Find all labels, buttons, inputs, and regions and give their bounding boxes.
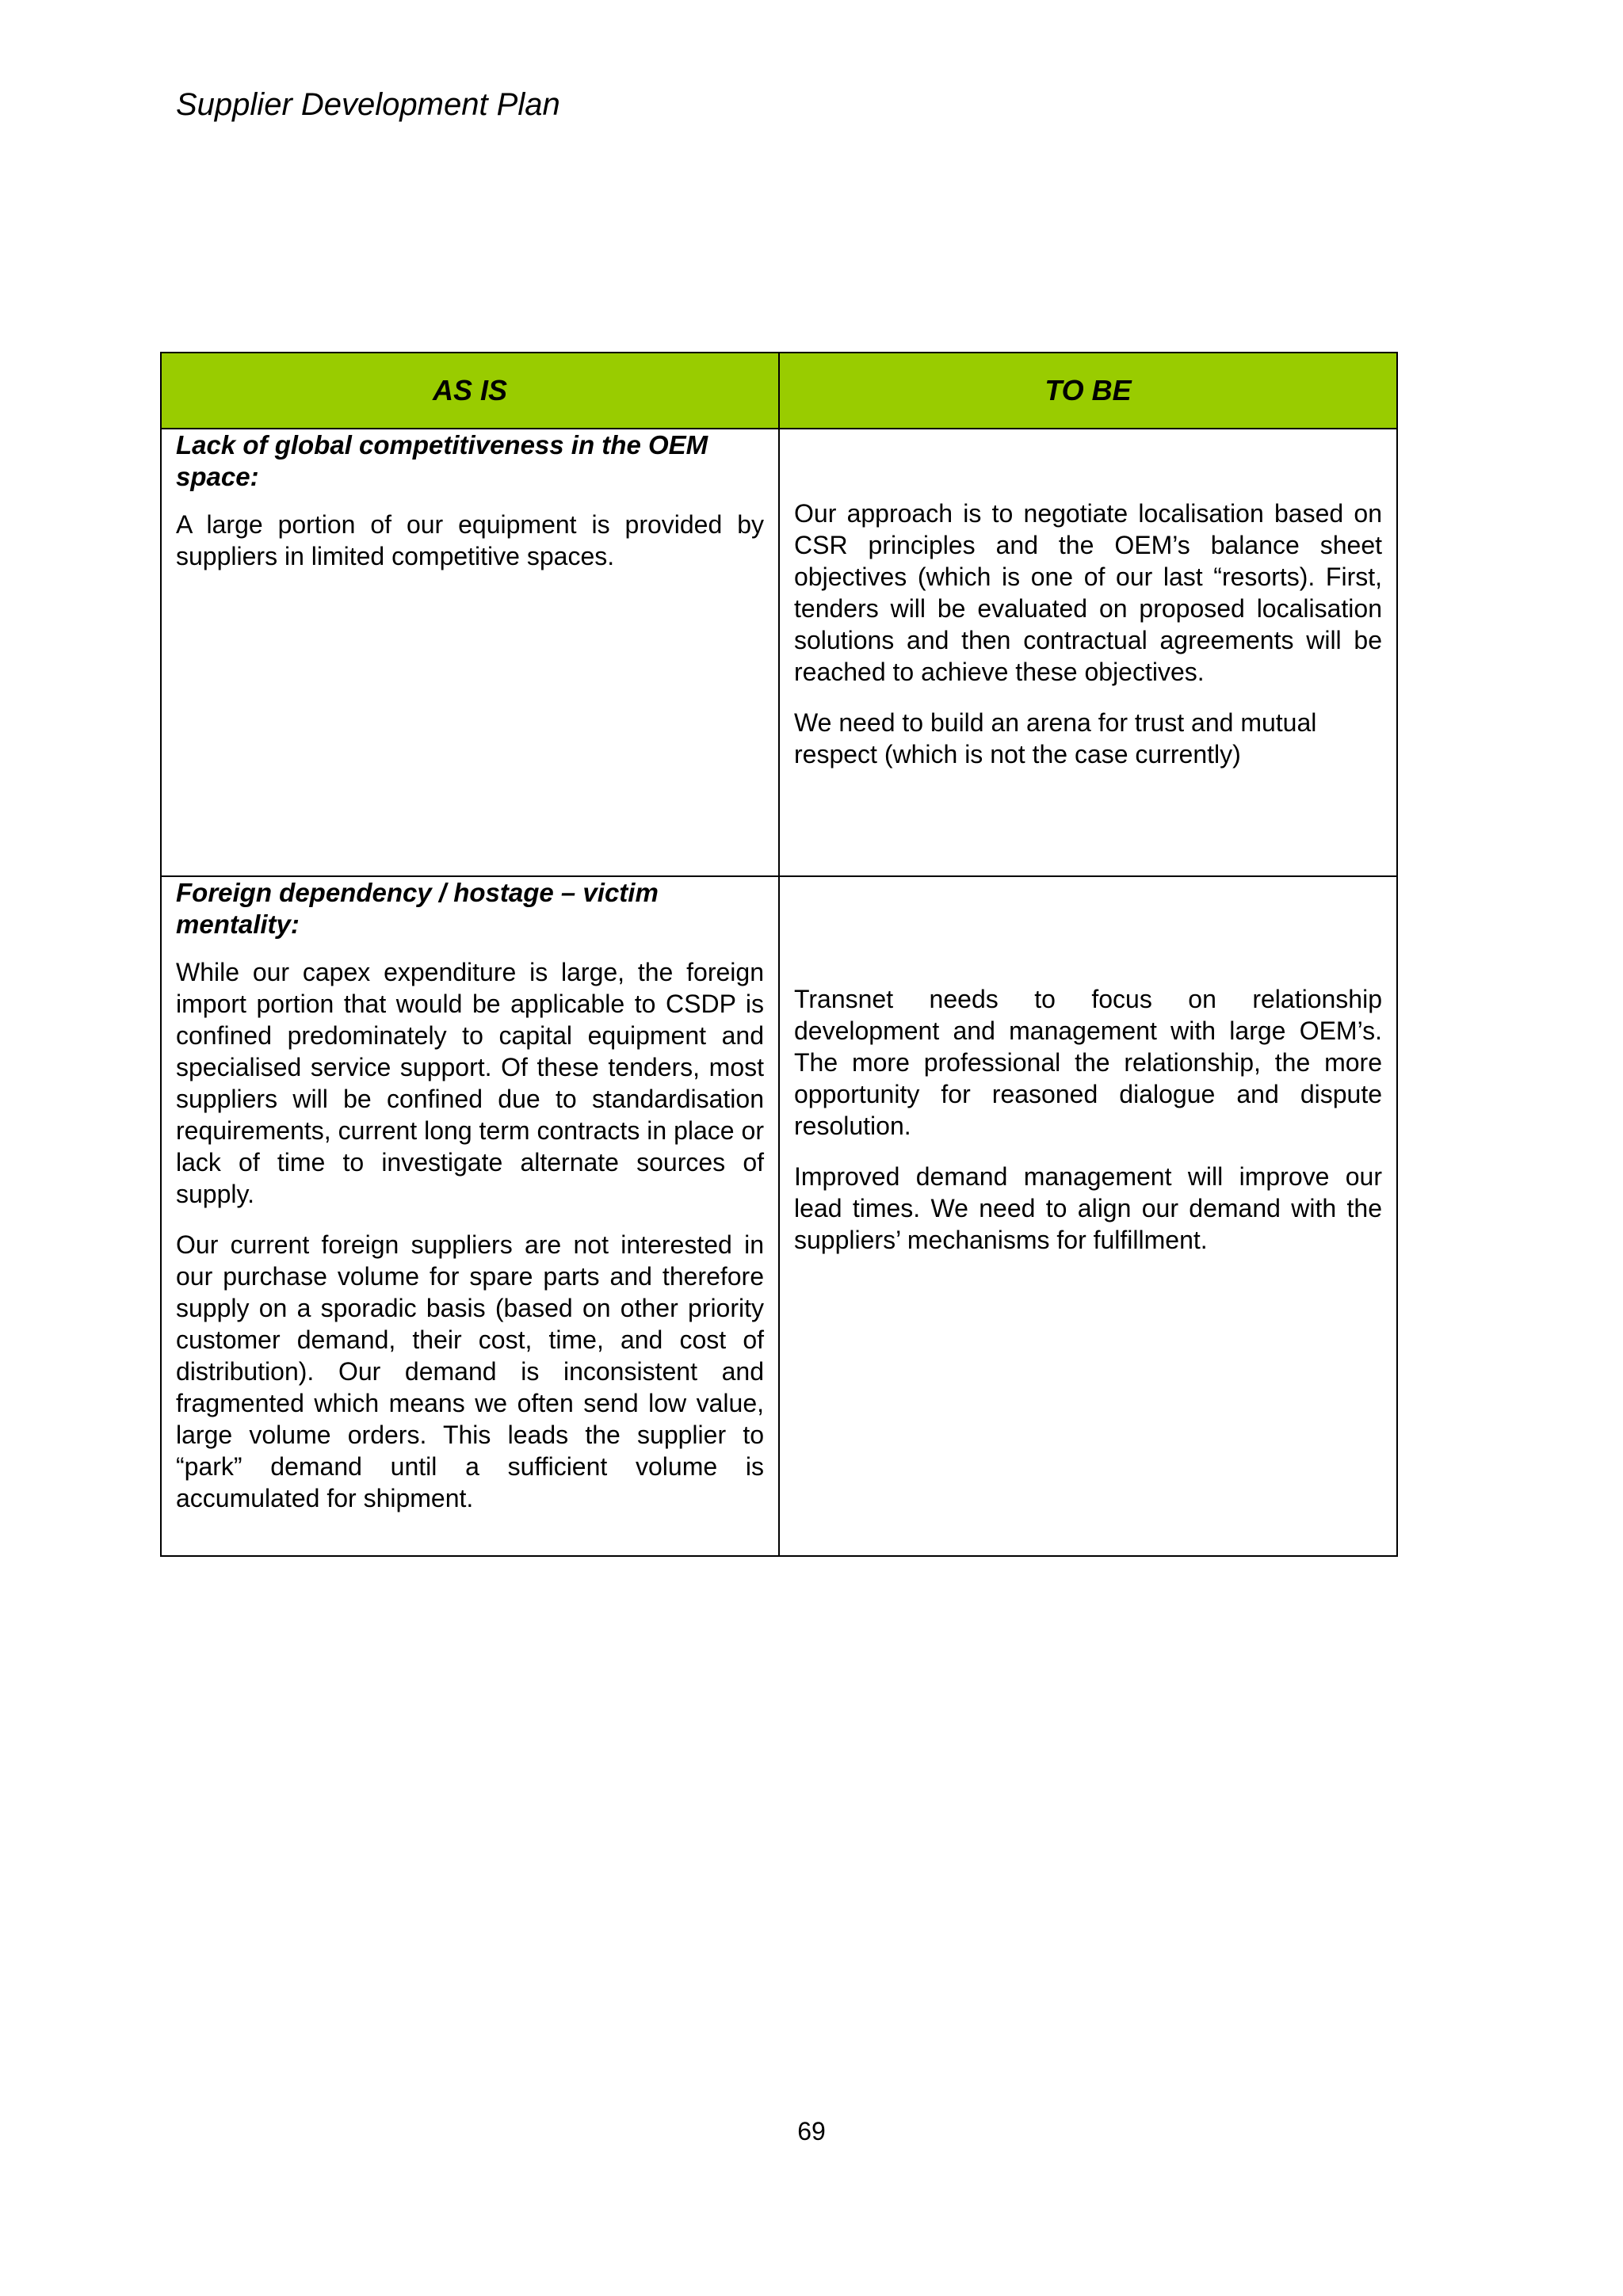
row-heading: Lack of global competitiveness in the OEM space: <box>176 430 708 491</box>
to-be-paragraph: Transnet needs to focus on relationship development and management with large OEM’s. The more professional the relationship, the more opportunity for reasoned dialogue and dispute resolution. <box>794 985 1382 1140</box>
row-heading: Foreign dependency / hostage – victim mentality: <box>176 878 659 939</box>
page-number: 69 <box>797 2117 826 2145</box>
to-be-cell <box>779 429 1397 876</box>
to-be-paragraph: Improved demand management will improve our lead times. We need to align our demand with the suppliers’ mechanisms for fulfillment. <box>794 1162 1382 1254</box>
as-is-paragraph: Our current foreign suppliers are not interested in our purchase volume for spare parts and therefore supply on a sporadic basis (based on other priority customer demand, their cost, time, and cost of distribution). Our demand is inconsistent and fragmented which means we often send low value, large volume orders. This leads the supplier to “park” demand until a sufficient volume is accumulated for shipment. <box>176 1230 764 1512</box>
table-row <box>161 876 1397 1556</box>
as-is-cell <box>161 429 779 876</box>
as-is-to-be-table <box>160 352 1398 1557</box>
as-is-paragraph: A large portion of our equipment is provided by suppliers in limited competitive spaces. <box>176 510 764 570</box>
to-be-cell <box>779 876 1397 1556</box>
to-be-paragraph: We need to build an arena for trust and mutual respect (which is not the case currently) <box>794 708 1317 769</box>
as-is-paragraph: While our capex expenditure is large, the foreign import portion that would be applicable to CSDP is confined predominately to capital equipment and specialised service support. Of these tenders, most suppliers will be confined due to standardisation requirements, current long term contracts in place or lack of time to investigate alternate sources of supply. <box>176 958 764 1208</box>
running-header: Supplier Development Plan <box>176 87 560 122</box>
table-header-row <box>161 353 1397 429</box>
to-be-paragraph: Our approach is to negotiate localisation based on CSR principles and the OEM’s balance sheet objectives (which is one of our last “resorts). First, tenders will be evaluated on proposed localisation solutions and then contractual agreements will be reached to achieve these objectives. <box>794 499 1382 686</box>
column-header-to-be: TO BE <box>779 353 1397 429</box>
column-header-as-is: AS IS <box>161 353 779 429</box>
table-row <box>161 429 1397 876</box>
as-is-cell <box>161 876 779 1556</box>
